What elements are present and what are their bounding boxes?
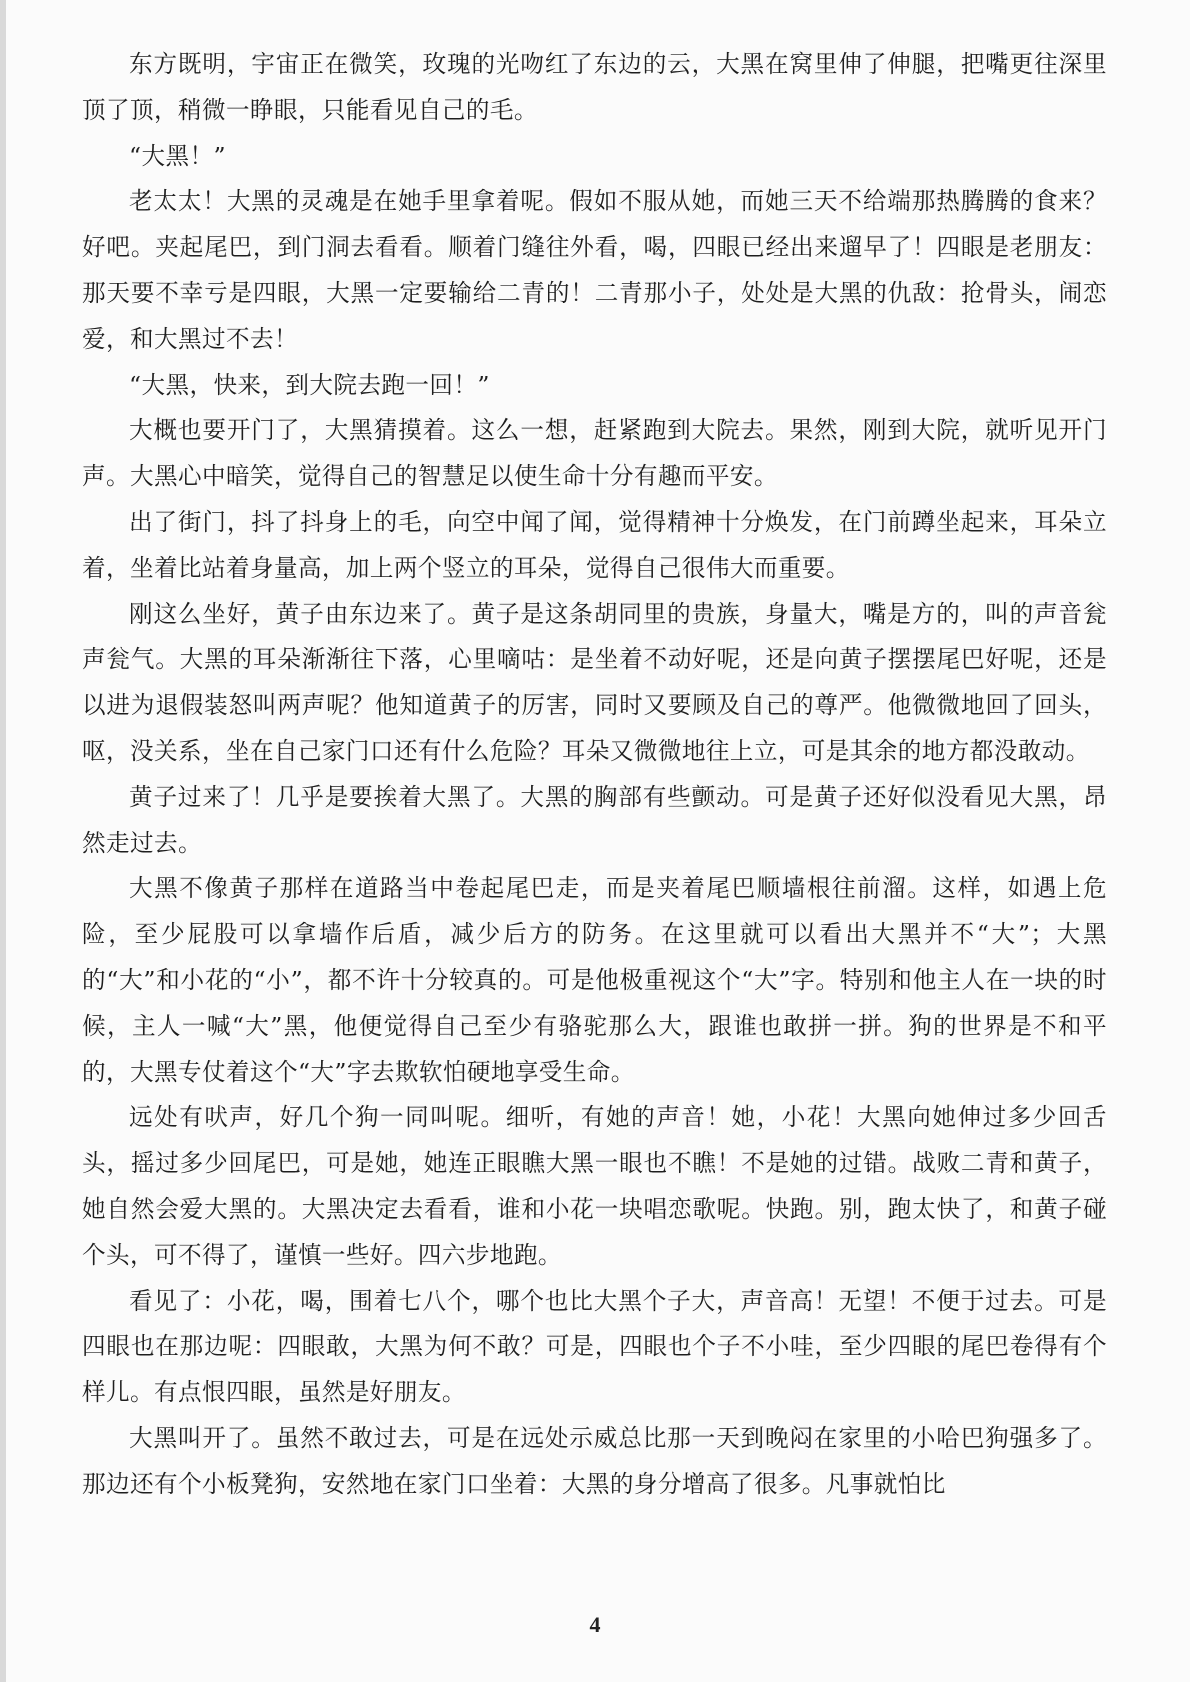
paragraph-5: 大概也要开门了，大黑猜摸着。这么一想，赶紧跑到大院去。果然，刚到大院，就听见开门声。大黑心中暗笑，觉得自己的智慧足以使生命十分有趣而平安。 (82, 416, 1107, 491)
page-number: 4 (589, 1612, 601, 1637)
paragraph-7: 刚这么坐好，黄子由东边来了。黄子是这条胡同里的贵族，身量大，嘴是方的，叫的声音瓮声瓮气。大黑的耳朵渐渐往下落，心里嘀咕：是坐着不动好呢，还是向黄子摆摆尾巴好呢，还是以进为退假装怒叫两声呢？他知道黄子的厉害，同时又要顾及自己的尊严。他微微地回了回头，呕，没关系，坐在自己家门口还有什么危险？耳朵又微微地往上立，可是其余的地方都没敢动。 (82, 599, 1107, 765)
paragraph-9: 大黑不像黄子那样在道路当中卷起尾巴走，而是夹着尾巴顺墙根往前溜。这样，如遇上危险，至少屁股可以拿墙作后盾，减少后方的防务。在这里就可以看出大黑并不“大”；大黑的“大”和小花的“小”，都不许十分较真的。可是他极重视这个“大”字。特别和他主人在一块的时候，主人一喊“大”黑，他便觉得自己至少有骆驼那么大，跟谁也敢拼一拼。狗的世界是不和平的，大黑专仗着这个“大”字去欺软怕硬地享受生命。 (82, 874, 1107, 1086)
paragraph-8: 黄子过来了！几乎是要挨着大黑了。大黑的胸部有些颤动。可是黄子还好似没看见大黑，昂然走过去。 (82, 782, 1107, 857)
paragraph-12: 大黑叫开了。虽然不敢过去，可是在远处示威总比那一天到晚闷在家里的小哈巴狗强多了。那边还有个小板凳狗，安然地在家门口坐着：大黑的身分增高了很多。凡事就怕比 (82, 1423, 1107, 1498)
paragraph-11: 看见了：小花，喝，围着七八个，哪个也比大黑个子大，声音高！无望！不便于过去。可是四眼也在那边呢：四眼敢，大黑为何不敢？可是，四眼也个子不小哇，至少四眼的尾巴卷得有个样儿。有点恨四眼，虽然是好朋友。 (82, 1286, 1107, 1407)
paragraph-6: 出了街门，抖了抖身上的毛，向空中闻了闻，觉得精神十分焕发，在门前蹲坐起来，耳朵立着，坐着比站着身量高，加上两个竖立的耳朵，觉得自己很伟大而重要。 (82, 507, 1107, 582)
paragraph-1: 东方既明，宇宙正在微笑，玫瑰的光吻红了东边的云，大黑在窝里伸了伸腿，把嘴更往深里顶了顶，稍微一睁眼，只能看见自己的毛。 (82, 50, 1107, 124)
body-text (82, 42, 1107, 1508)
paragraph-10: 远处有吠声，好几个狗一同叫呢。细听，有她的声音！她，小花！大黑向她伸过多少回舌头，摇过多少回尾巴，可是她，她连正眼瞧大黑一眼也不瞧！不是她的过错。战败二青和黄子，她自然会爱大黑的。大黑决定去看看，谁和小花一块唱恋歌呢。快跑。别，跑太快了，和黄子碰个头，可不得了，谨慎一些好。四六步地跑。 (82, 1103, 1107, 1269)
paragraph-3: 老太太！大黑的灵魂是在她手里拿着呢。假如不服从她，而她三天不给端那热腾腾的食来？好吧。夹起尾巴，到门洞去看看。顺着门缝往外看，喝，四眼已经出来遛早了！四眼是老朋友：那天要不幸亏是四眼，大黑一定要输给二青的！二青那小子，处处是大黑的仇敌：抢骨头，闹恋爱，和大黑过不去！ (82, 187, 1107, 353)
paragraph-2-dialog: “大黑！” (129, 141, 226, 170)
paragraph-4-dialog: “大黑，快来，到大院去跑一回！” (129, 370, 490, 399)
scan-edge-mark (0, 0, 6, 1682)
